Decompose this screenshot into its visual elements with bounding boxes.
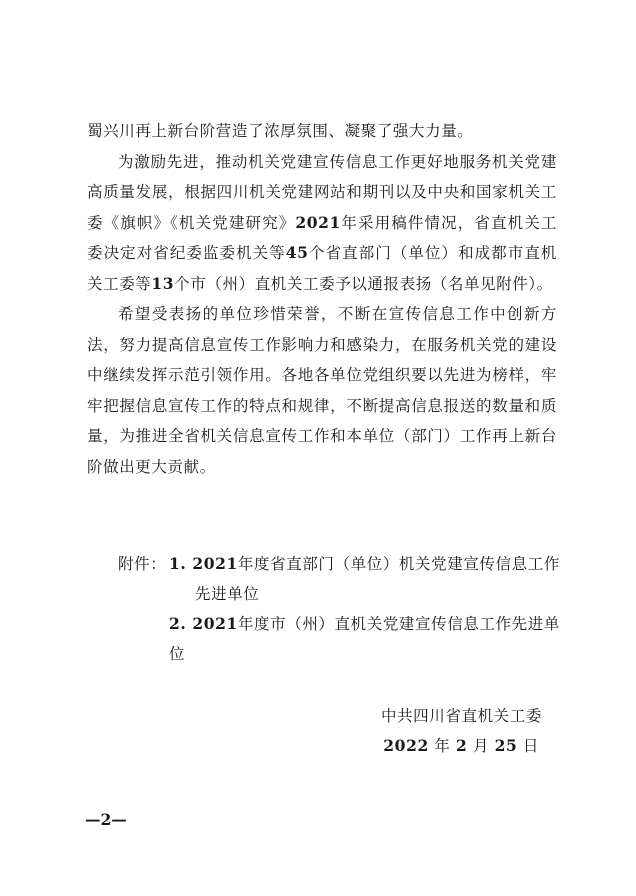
date-month: 2: [456, 736, 468, 755]
paragraph-text: 个省直部门（单位）和成都市直机关工委等: [87, 244, 557, 293]
signature-block: [381, 701, 542, 761]
date-day: 25: [494, 736, 518, 755]
attachment-title: 年度省直部门（单位）机关党建宣传信息工作先进单位: [195, 555, 560, 603]
paragraph-text: 年采用稿件情况，省直机关工委决定对省纪委监委机关等: [87, 213, 557, 262]
attachment-number: 1. 2021: [169, 554, 238, 573]
attachments-label: 附件：: [118, 555, 167, 573]
paragraph-continuation: 蜀兴川再上新台阶营造了浓厚氛围、凝聚了强大力量。: [87, 122, 474, 140]
attachment-row-2: [118, 609, 563, 669]
attachment-row-1: [118, 549, 563, 609]
page-number: —2—: [85, 810, 127, 829]
year-number: 2021: [295, 212, 341, 232]
unit-count: 45: [285, 243, 309, 262]
date-year: 2022: [383, 736, 429, 755]
attachment-number: 2. 2021: [169, 614, 238, 633]
attachment-item-1: [169, 549, 563, 609]
city-count: 13: [151, 273, 175, 293]
paragraph-hope: 希望受表扬的单位珍惜荣誉，不断在宣传信息工作中创新方法，努力提高信息宣传工作影响力和感染力，在服务机关党的建设中继续发挥示范引领作用。各地各单位党组织要以先进为榜样，牢牢把握信息宣传工作的特点和规律，不断提高信息报送的数量和质量，为推进全省机关信息宣传工作和本单位（部门）工作再上新台阶做出更大贡献。: [87, 305, 557, 476]
attachment-title: 年度市（州）直机关党建宣传信息工作先进单位: [169, 615, 560, 663]
paragraph-text: 为激励先进，推动机关党建宣传信息工作更好地服务机关党建高质量发展，根据四川机关党建网站和期刊以及中央和国家机关工委《旗帜》《机关党建研究》: [87, 152, 557, 232]
issuing-organization: 中共四川省直机关工委: [380, 707, 542, 725]
paragraph-commendation: [87, 147, 557, 300]
date-day-unit: 日: [522, 737, 539, 755]
paragraph-text: 个市（州）直机关工委予以通报表扬（名单见附件）。: [174, 274, 553, 293]
attachments-section: [118, 549, 563, 669]
date-year-unit: 年: [434, 737, 451, 755]
attachment-item-2: [169, 609, 563, 669]
document-body: [87, 116, 557, 482]
issue-date: [381, 731, 539, 761]
date-month-unit: 月: [472, 737, 490, 755]
